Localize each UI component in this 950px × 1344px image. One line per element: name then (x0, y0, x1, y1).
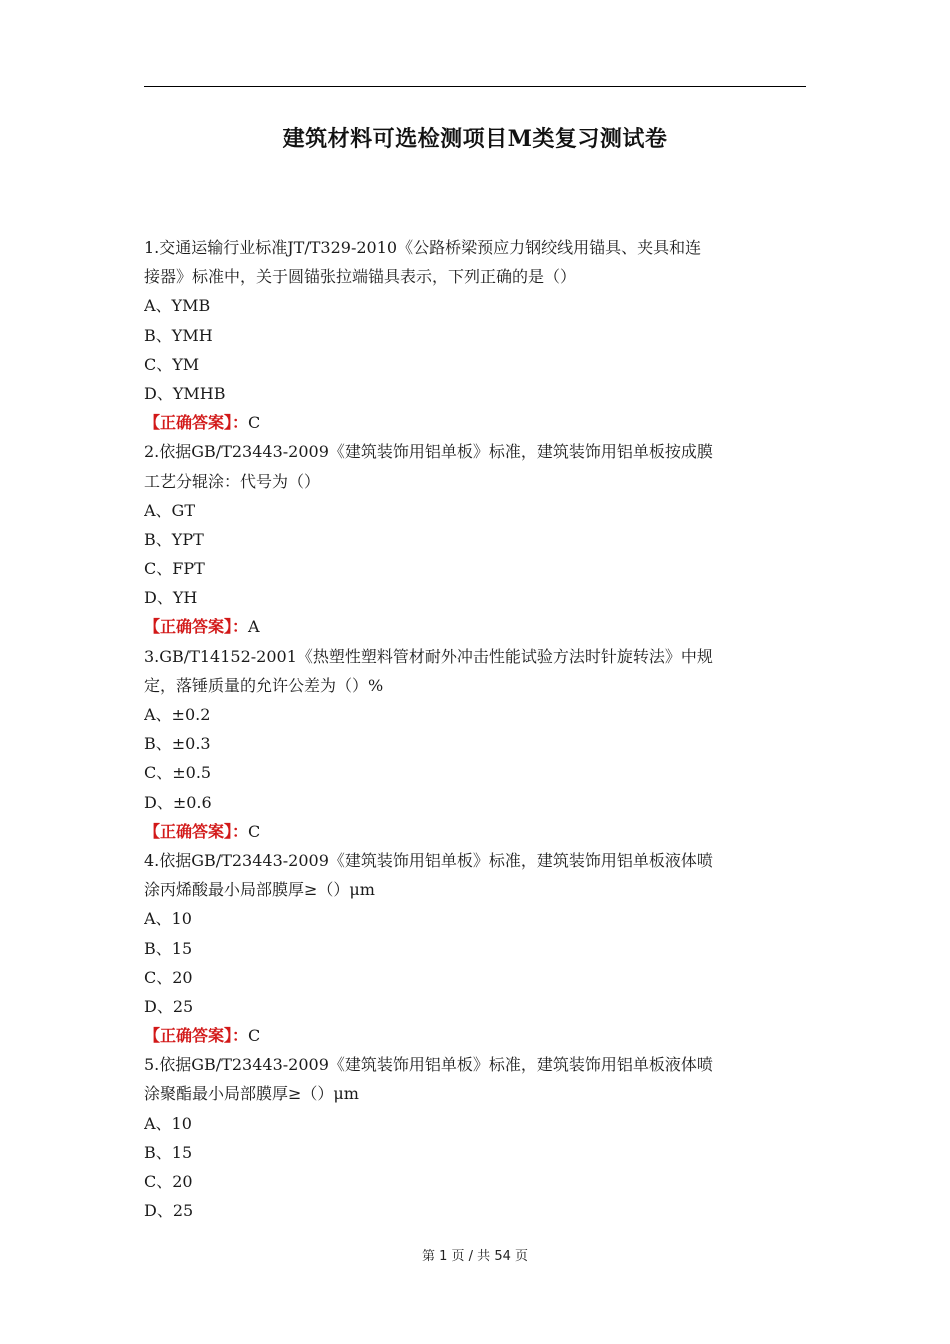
option-d: D、YH (144, 588, 198, 608)
question-stem: 1.交通运输行业标准JT/T329-2010《公路桥梁预应力钢绞线用锚具、夹具和连 (144, 238, 702, 257)
question-1 (144, 233, 810, 437)
option-b: B、YPT (144, 529, 204, 549)
answer-label: 【正确答案】： (144, 413, 249, 433)
option-c: C、20 (144, 967, 193, 987)
option-a: A、YMB (144, 296, 211, 316)
question-stem: 涂丙烯酸最小局部膜厚≥（）μm (144, 880, 375, 900)
question-2 (144, 437, 810, 641)
answer-value: C (248, 413, 261, 433)
answer-label: 【正确答案】： (144, 617, 249, 637)
option-b: B、15 (144, 938, 193, 958)
page-footer: 第 1 页 / 共 54 页 (422, 1249, 528, 1264)
option-b: B、15 (144, 1142, 193, 1162)
answer-value: C (248, 1026, 261, 1046)
question-stem: 4.依据GB/T23443-2009《建筑装饰用铝单板》标准，建筑装饰用铝单板液体喷 (144, 850, 713, 870)
answer-label: 【正确答案】： (144, 821, 249, 841)
answer-line (144, 408, 810, 437)
answer-line (144, 1021, 810, 1050)
option-c: C、YM (144, 354, 200, 374)
question-list (144, 233, 810, 1225)
question-4 (144, 846, 810, 1050)
option-d: D、YMHB (144, 383, 226, 403)
question-3 (144, 642, 810, 846)
option-a: A、±0.2 (144, 705, 211, 724)
answer-line (144, 612, 810, 641)
option-a: A、10 (144, 909, 192, 929)
question-stem: 5.依据GB/T23443-2009《建筑装饰用铝单板》标准，建筑装饰用铝单板液体喷 (144, 1055, 713, 1075)
answer-value: A (248, 617, 260, 637)
question-stem: 工艺分辊涂：代号为（） (144, 471, 321, 491)
question-stem: 2.依据GB/T23443-2009《建筑装饰用铝单板》标准，建筑装饰用铝单板按成膜 (144, 442, 713, 462)
option-a: A、10 (144, 1113, 192, 1133)
document-title: 建筑材料可选检测项目M类复习测试卷 (282, 126, 668, 152)
option-c: C、20 (144, 1172, 193, 1191)
option-b: B、YMH (144, 325, 213, 345)
question-stem: 定，落锤质量的允许公差为（）% (144, 675, 384, 695)
question-stem: 接器》标准中，关于圆锚张拉端锚具表示，下列正确的是（） (144, 267, 577, 287)
answer-line (144, 817, 810, 846)
option-b: B、±0.3 (144, 734, 211, 754)
option-d: D、25 (144, 996, 194, 1016)
option-c: C、FPT (144, 559, 205, 579)
answer-label: 【正确答案】： (144, 1026, 249, 1046)
option-c: C、±0.5 (144, 763, 212, 783)
option-d: D、25 (144, 1201, 194, 1221)
answer-value: C (248, 821, 261, 841)
question-5 (144, 1050, 810, 1225)
header-rule (144, 86, 806, 87)
option-d: D、±0.6 (144, 792, 212, 812)
question-stem: 涂聚酯最小局部膜厚≥（）μm (144, 1084, 359, 1104)
question-stem: 3.GB/T14152-2001《热塑性塑料管材耐外冲击性能试验方法时针旋转法》中规 (144, 646, 713, 666)
option-a: A、GT (144, 500, 196, 520)
